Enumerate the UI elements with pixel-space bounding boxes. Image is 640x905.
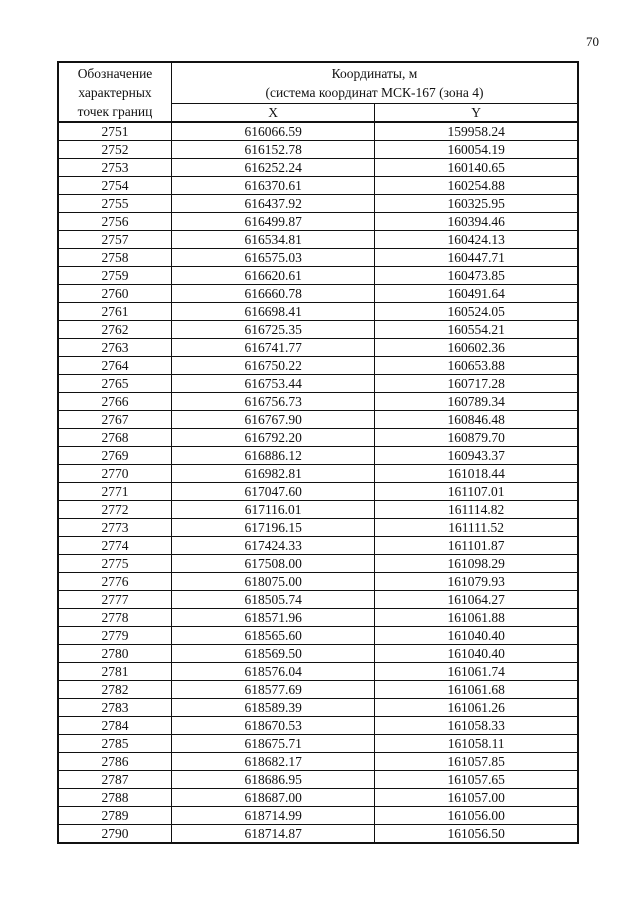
table-row [58, 825, 578, 844]
y-cell: 160789.34 [375, 393, 578, 411]
coordinates-table [57, 61, 579, 844]
point-cell: 2787 [58, 771, 172, 789]
x-cell: 618576.04 [172, 663, 375, 681]
table-row [58, 717, 578, 735]
point-cell: 2788 [58, 789, 172, 807]
point-cell: 2759 [58, 267, 172, 285]
point-cell: 2760 [58, 285, 172, 303]
table-row [58, 591, 578, 609]
coordinates-header [172, 62, 579, 104]
y-cell: 160491.64 [375, 285, 578, 303]
y-cell: 160424.13 [375, 231, 578, 249]
x-cell: 616725.35 [172, 321, 375, 339]
table-row [58, 339, 578, 357]
point-cell: 2780 [58, 645, 172, 663]
x-cell: 616698.41 [172, 303, 375, 321]
point-cell: 2761 [58, 303, 172, 321]
point-cell: 2768 [58, 429, 172, 447]
table-row [58, 537, 578, 555]
table-row [58, 807, 578, 825]
y-cell: 159958.24 [375, 122, 578, 141]
table-body [58, 122, 578, 843]
coordinates-title: Координаты, м [331, 66, 418, 81]
point-cell: 2781 [58, 663, 172, 681]
point-cell: 2758 [58, 249, 172, 267]
point-cell: 2754 [58, 177, 172, 195]
y-cell: 161057.85 [375, 753, 578, 771]
point-header-line-3: точек границ [77, 103, 153, 119]
point-cell: 2751 [58, 122, 172, 141]
point-header-line-1: Обозначение [77, 65, 153, 81]
table-row [58, 555, 578, 573]
x-cell: 616792.20 [172, 429, 375, 447]
y-cell: 160140.65 [375, 159, 578, 177]
point-cell: 2755 [58, 195, 172, 213]
table-row [58, 681, 578, 699]
y-cell: 161040.40 [375, 627, 578, 645]
y-cell: 160447.71 [375, 249, 578, 267]
x-cell: 616886.12 [172, 447, 375, 465]
point-cell: 2778 [58, 609, 172, 627]
table-row [58, 429, 578, 447]
table-row [58, 501, 578, 519]
point-cell: 2774 [58, 537, 172, 555]
y-cell: 160394.46 [375, 213, 578, 231]
y-cell: 160054.19 [375, 141, 578, 159]
table-row [58, 699, 578, 717]
table-row [58, 447, 578, 465]
x-cell: 616437.92 [172, 195, 375, 213]
x-cell: 617047.60 [172, 483, 375, 501]
x-cell: 618505.74 [172, 591, 375, 609]
y-cell: 161061.68 [375, 681, 578, 699]
y-cell: 160602.36 [375, 339, 578, 357]
table-row [58, 771, 578, 789]
table-row [58, 303, 578, 321]
x-column-header: X [172, 104, 375, 123]
point-cell: 2790 [58, 825, 172, 844]
table-row [58, 231, 578, 249]
x-cell: 618686.95 [172, 771, 375, 789]
y-cell: 161107.01 [375, 483, 578, 501]
point-cell: 2764 [58, 357, 172, 375]
y-cell: 161114.82 [375, 501, 578, 519]
point-cell: 2757 [58, 231, 172, 249]
x-cell: 616753.44 [172, 375, 375, 393]
header-row-top [58, 62, 578, 104]
x-cell: 616152.78 [172, 141, 375, 159]
table-row [58, 753, 578, 771]
y-cell: 161058.33 [375, 717, 578, 735]
y-cell: 161040.40 [375, 645, 578, 663]
x-cell: 616660.78 [172, 285, 375, 303]
y-cell: 161056.50 [375, 825, 578, 844]
x-cell: 618571.96 [172, 609, 375, 627]
x-cell: 618670.53 [172, 717, 375, 735]
point-cell: 2765 [58, 375, 172, 393]
table-row [58, 609, 578, 627]
y-cell: 161098.29 [375, 555, 578, 573]
y-cell: 160473.85 [375, 267, 578, 285]
point-cell: 2776 [58, 573, 172, 591]
table-row [58, 267, 578, 285]
x-cell: 617196.15 [172, 519, 375, 537]
y-cell: 161101.87 [375, 537, 578, 555]
point-cell: 2783 [58, 699, 172, 717]
y-cell: 160653.88 [375, 357, 578, 375]
table-row [58, 411, 578, 429]
y-cell: 161111.52 [375, 519, 578, 537]
coordinate-system: (система координат МСК-167 (зона 4) [265, 85, 484, 100]
x-cell: 616252.24 [172, 159, 375, 177]
y-cell: 160254.88 [375, 177, 578, 195]
point-header-line-2: характерных [78, 84, 152, 100]
point-cell: 2784 [58, 717, 172, 735]
x-cell: 616620.61 [172, 267, 375, 285]
y-cell: 160325.95 [375, 195, 578, 213]
point-cell: 2789 [58, 807, 172, 825]
table-row [58, 249, 578, 267]
x-cell: 618675.71 [172, 735, 375, 753]
point-cell: 2767 [58, 411, 172, 429]
y-cell: 160879.70 [375, 429, 578, 447]
x-cell: 618687.00 [172, 789, 375, 807]
y-cell: 160554.21 [375, 321, 578, 339]
table-row [58, 141, 578, 159]
page-number: 70 [586, 34, 599, 49]
table-row [58, 483, 578, 501]
point-cell: 2775 [58, 555, 172, 573]
point-cell: 2786 [58, 753, 172, 771]
table-row [58, 375, 578, 393]
point-cell: 2777 [58, 591, 172, 609]
table-header [58, 62, 578, 122]
x-cell: 617116.01 [172, 501, 375, 519]
y-cell: 160524.05 [375, 303, 578, 321]
table-row [58, 393, 578, 411]
y-cell: 161061.74 [375, 663, 578, 681]
table-row [58, 285, 578, 303]
point-cell: 2770 [58, 465, 172, 483]
table-row [58, 177, 578, 195]
x-cell: 616767.90 [172, 411, 375, 429]
x-cell: 618075.00 [172, 573, 375, 591]
table-row [58, 663, 578, 681]
x-cell: 618682.17 [172, 753, 375, 771]
table-row [58, 213, 578, 231]
table-row [58, 465, 578, 483]
x-cell: 617424.33 [172, 537, 375, 555]
table-row [58, 789, 578, 807]
table-row [58, 321, 578, 339]
point-cell: 2766 [58, 393, 172, 411]
x-cell: 618565.60 [172, 627, 375, 645]
x-cell: 618714.87 [172, 825, 375, 844]
table-row [58, 627, 578, 645]
y-cell: 160943.37 [375, 447, 578, 465]
x-cell: 616750.22 [172, 357, 375, 375]
table-row [58, 735, 578, 753]
x-cell: 616575.03 [172, 249, 375, 267]
point-cell: 2762 [58, 321, 172, 339]
table-row [58, 122, 578, 141]
x-cell: 616534.81 [172, 231, 375, 249]
x-cell: 616370.61 [172, 177, 375, 195]
point-cell: 2782 [58, 681, 172, 699]
point-cell: 2771 [58, 483, 172, 501]
x-cell: 616756.73 [172, 393, 375, 411]
table-row [58, 357, 578, 375]
y-cell: 161057.00 [375, 789, 578, 807]
y-cell: 161061.26 [375, 699, 578, 717]
x-cell: 616741.77 [172, 339, 375, 357]
x-cell: 616066.59 [172, 122, 375, 141]
y-cell: 160717.28 [375, 375, 578, 393]
y-cell: 160846.48 [375, 411, 578, 429]
y-cell: 161018.44 [375, 465, 578, 483]
y-cell: 161058.11 [375, 735, 578, 753]
x-cell: 616982.81 [172, 465, 375, 483]
table-row [58, 519, 578, 537]
x-cell: 618589.39 [172, 699, 375, 717]
point-cell: 2763 [58, 339, 172, 357]
y-cell: 161061.88 [375, 609, 578, 627]
point-cell: 2753 [58, 159, 172, 177]
y-column-header: Y [375, 104, 578, 123]
x-cell: 618569.50 [172, 645, 375, 663]
x-cell: 616499.87 [172, 213, 375, 231]
x-cell: 618714.99 [172, 807, 375, 825]
x-cell: 618577.69 [172, 681, 375, 699]
y-cell: 161079.93 [375, 573, 578, 591]
point-cell: 2773 [58, 519, 172, 537]
x-cell: 617508.00 [172, 555, 375, 573]
point-cell: 2785 [58, 735, 172, 753]
point-cell: 2756 [58, 213, 172, 231]
table-row [58, 573, 578, 591]
table-row [58, 645, 578, 663]
table-row [58, 159, 578, 177]
table-row [58, 195, 578, 213]
point-cell: 2752 [58, 141, 172, 159]
point-cell: 2769 [58, 447, 172, 465]
point-cell: 2779 [58, 627, 172, 645]
point-column-header [58, 62, 172, 122]
y-cell: 161064.27 [375, 591, 578, 609]
y-cell: 161057.65 [375, 771, 578, 789]
y-cell: 161056.00 [375, 807, 578, 825]
point-cell: 2772 [58, 501, 172, 519]
